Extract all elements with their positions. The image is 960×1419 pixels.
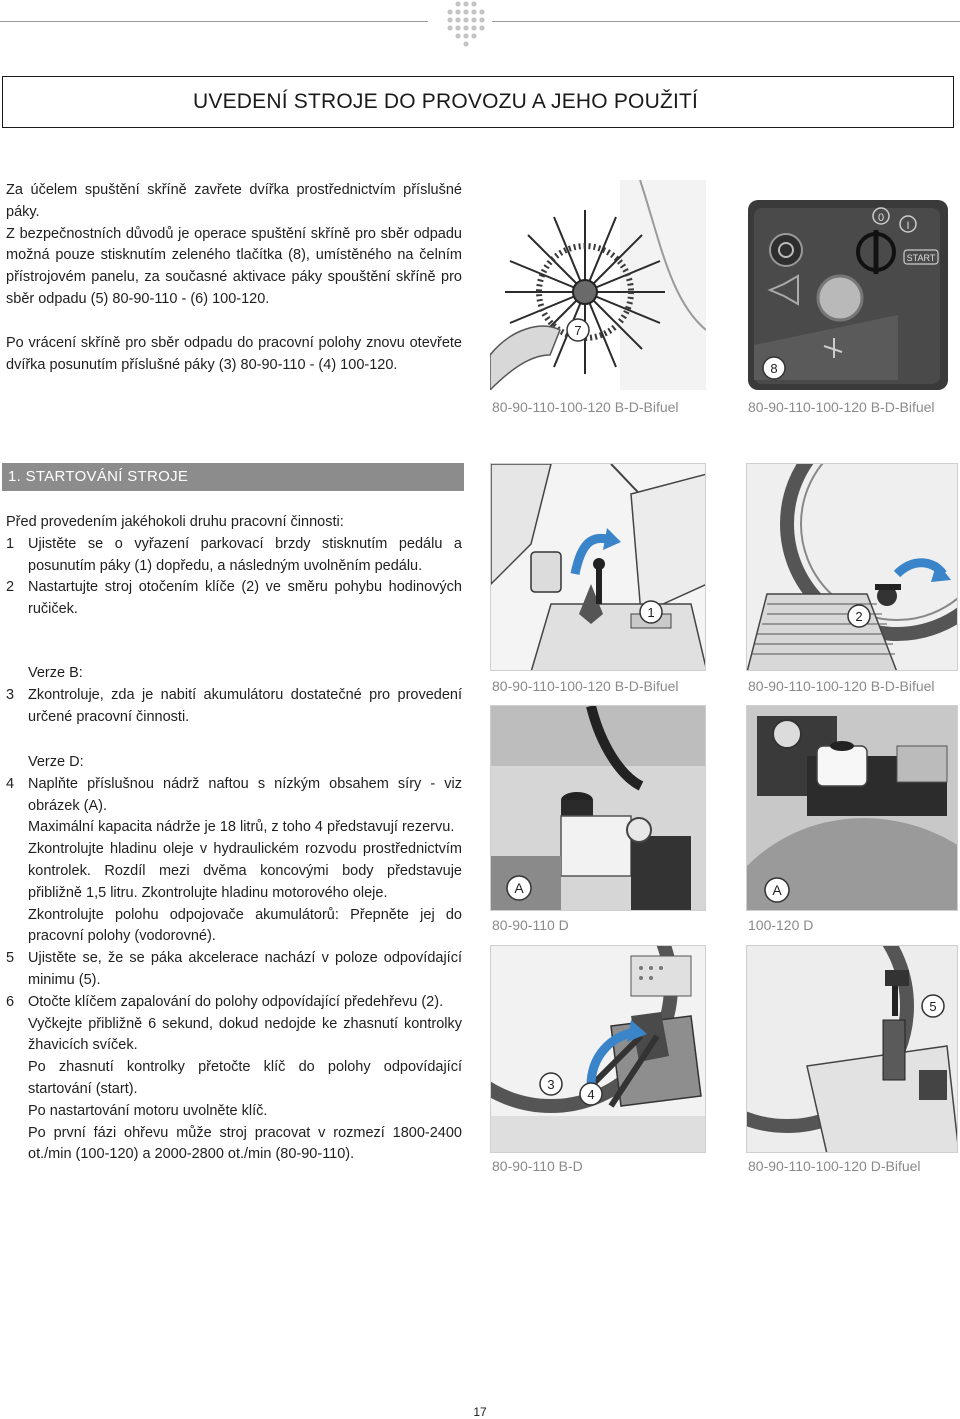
item6-continuation-1: Vyčkejte přibližně 6 sekund, dokud nedojde ke zhasnutí kontrolky žhavicích svíček. [28, 1015, 462, 1054]
label-a2: A [772, 882, 782, 898]
list-item-text: Ujistěte se o vyřazení parkovací brzdy stisknutím pedálu a posunutím páky (1) dopředu, a následným uvolněním pedálu. [28, 535, 462, 574]
fuel-tank-a2-illustration [747, 706, 958, 911]
figure-accelerator-lever-3-4 [490, 945, 706, 1153]
parking-lever-illustration [491, 464, 706, 671]
item4-continuation-1: Maximální kapacita nádrže je 18 litrů, z toho 4 představují rezervu. [28, 819, 455, 836]
intro-text [6, 180, 462, 376]
panel-one-label: I [906, 220, 910, 232]
item4-continuation-3: Zkontrolujte polohu odpojovače akumulátorů: Přepněte jej do pracovní polohy (vodorovné). [28, 906, 462, 945]
list-item-number: 1 [6, 535, 15, 552]
caption-ignition-key: 80-90-110-100-120 B-D-Bifuel [748, 678, 935, 694]
label-4: 4 [587, 1087, 595, 1102]
ignition-key-illustration [747, 464, 958, 671]
list-item-1 [6, 534, 462, 578]
list-item-text: Nastartujte stroj otočením klíče (2) ve směru pohybu hodinových ručiček. [28, 579, 462, 618]
list-item-4 [6, 774, 462, 818]
item6-continuation-4: Po první fázi ohřevu může stroj pracovat v rozmezí 1800-2400 ot./min (100-120) a 2000-2800 ot./min (80-90-110). [28, 1124, 462, 1163]
section-text-verze-d [6, 752, 462, 1166]
dot-grid-logo [438, 0, 494, 48]
list-item-text: Naplňte příslušnou nádrž naftou s nízkým obsahem síry - viz obrázek (A). [28, 775, 462, 814]
figure-accelerator-lever-5 [746, 945, 958, 1153]
version-d-heading: Verze D: [28, 754, 84, 770]
figure-control-panel [748, 180, 958, 390]
panel-zero-label: 0 [877, 212, 885, 224]
panel-start-label: START [906, 253, 936, 263]
list-item-6 [6, 992, 462, 1014]
panel-illustration [748, 180, 958, 390]
list-item-5 [6, 948, 462, 992]
caption-accelerator-lever-5: 80-90-110-100-120 D-Bifuel [748, 1158, 921, 1174]
label-1: 1 [647, 605, 655, 620]
list-item-3 [6, 685, 462, 729]
caption-brush: 80-90-110-100-120 B-D-Bifuel [492, 399, 679, 415]
page-title: UVEDENÍ STROJE DO PROVOZU A JEHO POUŽITÍ [193, 90, 699, 113]
label-a1: A [514, 880, 524, 896]
caption-panel: 80-90-110-100-120 B-D-Bifuel [748, 399, 935, 415]
list-item-text: Ujistěte se, že se páka akcelerace nachází v poloze odpovídající minimu (5). [28, 950, 462, 988]
list-item-text: Zkontroluje, zda je nabití akumulátoru dostatečné pro provedení určené pracovní činnosti. [28, 686, 462, 725]
caption-accelerator-lever-3-4: 80-90-110 B-D [492, 1158, 583, 1174]
caption-parking-lever: 80-90-110-100-120 B-D-Bifuel [492, 678, 679, 694]
caption-fuel-tank-a1: 80-90-110 D [492, 917, 569, 933]
list-item-2 [6, 577, 462, 621]
label-3: 3 [547, 1077, 555, 1092]
fuel-tank-a1-illustration [491, 706, 706, 911]
page-number: 17 [473, 1405, 487, 1419]
list-item-text: Otočte klíčem zapalování do polohy odpovídající předehřevu (2). [28, 993, 444, 1010]
figure-parking-lever [490, 463, 706, 671]
label-2: 2 [855, 609, 863, 624]
intro-paragraph-2: Z bezpečnostních důvodů je operace spuštění skříně pro sběr odpadu možná pouze stisknutím zeleného tlačítka (8), umístěného na čelním přístrojovém panelu, za současné aktivace páky spouštění skříně pro sběr odpadu (5) 80-90-110 - (6) 100-120. [6, 225, 462, 307]
section-text-1 [6, 512, 462, 621]
header-rule-left [0, 21, 428, 22]
list-item-number: 2 [6, 579, 15, 596]
list-item-number: 4 [6, 775, 15, 792]
section-header-bar [2, 463, 464, 491]
accelerator-lever-5-illustration [747, 946, 958, 1153]
item6-continuation-3: Po nastartování motoru uvolněte klíč. [28, 1102, 268, 1119]
header-rule-right [492, 21, 960, 22]
accelerator-lever-3-4-illustration [491, 946, 706, 1153]
label-7: 7 [574, 323, 582, 338]
figure-fuel-tank-a2 [746, 705, 958, 911]
section-lead: Před provedením jakéhokoli druhu pracovní činnosti: [6, 514, 344, 530]
intro-paragraph-1: Za účelem spuštění skříně zavřete dvířka prostřednictvím příslušné páky. [6, 182, 462, 220]
item6-continuation-2: Po zhasnutí kontrolky přetočte klíč do polohy odpovídající startování (start). [28, 1059, 462, 1097]
caption-fuel-tank-a2: 100-120 D [748, 917, 814, 933]
figure-fuel-tank-a1 [490, 705, 706, 911]
label-5: 5 [929, 999, 937, 1014]
intro-paragraph-3: Po vrácení skříně pro sběr odpadu do pracovní polohy znovu otevřete dvířka posunutím příslušné páky (3) 80-90-110 - (4) 100-120. [6, 334, 462, 373]
green-button [818, 276, 862, 320]
label-8: 8 [770, 361, 778, 376]
list-item-number: 3 [6, 686, 15, 703]
brush-illustration [490, 180, 706, 390]
list-item-number: 5 [6, 950, 15, 967]
figure-brush [490, 180, 706, 390]
section-text-verze-b [6, 663, 462, 728]
section-title: 1. STARTOVÁNÍ STROJE [8, 468, 189, 485]
list-item-number: 6 [6, 993, 15, 1010]
item4-continuation-2: Zkontrolujte hladinu oleje v hydraulickém rozvodu prostřednictvím kontrolek. Rozdíl mezi dvěma koncovými body představuje přibližně 1,5 litru. Zkontrolujte hladinu motorového oleje. [28, 841, 462, 901]
title-box [2, 76, 954, 128]
version-b-heading: Verze B: [28, 665, 83, 681]
figure-ignition-key [746, 463, 958, 671]
